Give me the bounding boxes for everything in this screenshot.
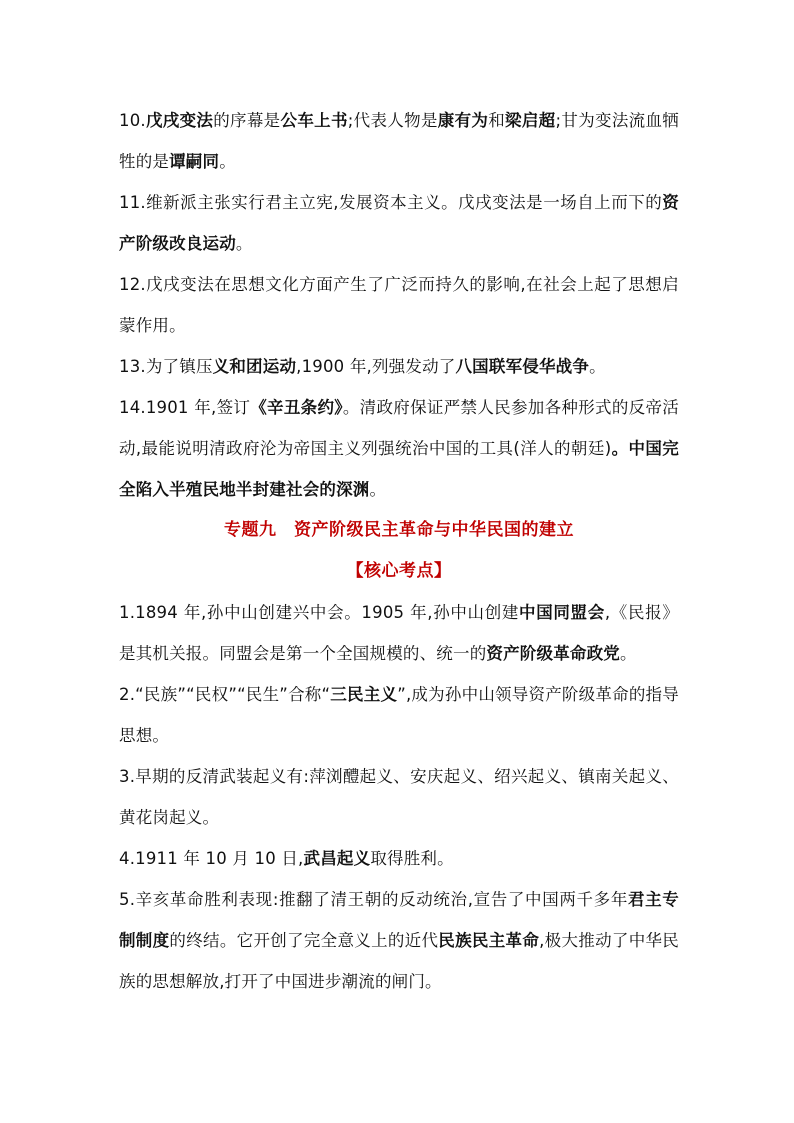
text-run: ,《民报》是其机关报。同盟会是第一个全国规模的、统一的: [119, 603, 680, 663]
text-run: 5.辛亥革命胜利表现:推翻了清王朝的反动统治,宣告了中国两千多年: [119, 890, 628, 909]
text-run: ;甘为变法流血牺牲的是: [119, 111, 679, 171]
bold-text: 武昌起义: [303, 849, 371, 868]
text-run: 10.: [119, 111, 146, 130]
bold-text: 《辛丑条约》: [250, 398, 343, 417]
paragraph: [119, 182, 679, 264]
bold-text: 资产阶级革命政党: [486, 644, 621, 663]
paragraph-group-after: [119, 592, 679, 1002]
paragraph: [119, 264, 679, 346]
bold-text: 公车上书: [280, 111, 348, 130]
text-run: 。: [369, 480, 387, 499]
text-run: 和: [488, 111, 506, 130]
text-run: ;代表人物是: [347, 111, 438, 130]
text-run: 13.为了镇压: [119, 357, 213, 376]
paragraph: [119, 346, 679, 387]
text-run: 的终结。它开创了完全意义上的近代: [169, 931, 439, 950]
paragraph: [119, 674, 679, 756]
bold-text: 谭嗣同: [169, 152, 220, 171]
text-run: 11.维新派主张实行君主立宪,发展资本主义。戊戌变法是一场自上而下的: [119, 193, 663, 212]
bold-text: 君主专制制度: [119, 890, 679, 950]
section-title: 专题九 资产阶级民主革命与中华民国的建立: [224, 520, 574, 540]
bold-text: 八国联军侵华战争: [455, 357, 590, 376]
text-run: 4.1911 年 10 月 10 日,: [119, 849, 304, 868]
paragraph: [119, 592, 679, 674]
text-run: 。: [235, 234, 253, 253]
text-run: ,1900 年,列强发动了: [296, 357, 456, 376]
text-run: 取得胜利。: [370, 849, 454, 868]
bold-text: 义和团运动: [212, 357, 297, 376]
bold-text: 资产阶级改良运动: [119, 193, 679, 253]
bold-text: 戊戌变法: [145, 111, 214, 130]
text-run: 3.早期的反清武装起义有:萍浏醴起义、安庆起义、绍兴起义、镇南关起义、黄花岗起义。: [119, 767, 679, 827]
paragraph: [119, 387, 679, 510]
text-run: 12.戊戌变法在思想文化方面产生了广泛而持久的影响,在社会上起了思想启蒙作用。: [119, 275, 679, 335]
text-run: 2.“民族”“民权”“民生”合称“: [119, 685, 331, 704]
text-run: 。: [620, 644, 637, 663]
paragraph: [119, 756, 679, 838]
bold-text: 梁启超: [505, 111, 556, 130]
document-content: [119, 100, 679, 1002]
bold-text: 中国同盟会: [519, 603, 605, 622]
bold-text: 康有为: [437, 111, 489, 130]
text-run: 。: [219, 152, 236, 171]
bold-text: 三民主义: [330, 685, 398, 704]
text-run: 。: [589, 357, 606, 376]
paragraph: [119, 879, 679, 1002]
text-run: ”,成为孙中山领导资产阶级革命的指导思想。: [119, 685, 679, 745]
text-run: ,极大推动了中华民族的思想解放,打开了中国进步潮流的闸门。: [119, 931, 680, 991]
text-run: 14.1901 年,签订: [119, 398, 251, 417]
bold-text: 民族民主革命: [438, 931, 540, 950]
text-run: 的序幕是: [213, 111, 281, 130]
paragraph: [119, 838, 679, 879]
paragraph-group-before: [119, 100, 679, 510]
section-subtitle: 【核心考点】: [346, 561, 452, 581]
text-run: 。清政府保证严禁人民参加各种形式的反帝活动,最能说明清政府沦为帝国主义列强统治中国的工具(洋人的朝廷): [119, 398, 680, 458]
text-run: 1.1894 年,孙中山创建兴中会。1905 年,孙中山创建: [119, 603, 520, 622]
bold-text: 。中国完全陷入半殖民地半封建社会的深渊: [119, 439, 679, 499]
paragraph: [119, 100, 679, 182]
